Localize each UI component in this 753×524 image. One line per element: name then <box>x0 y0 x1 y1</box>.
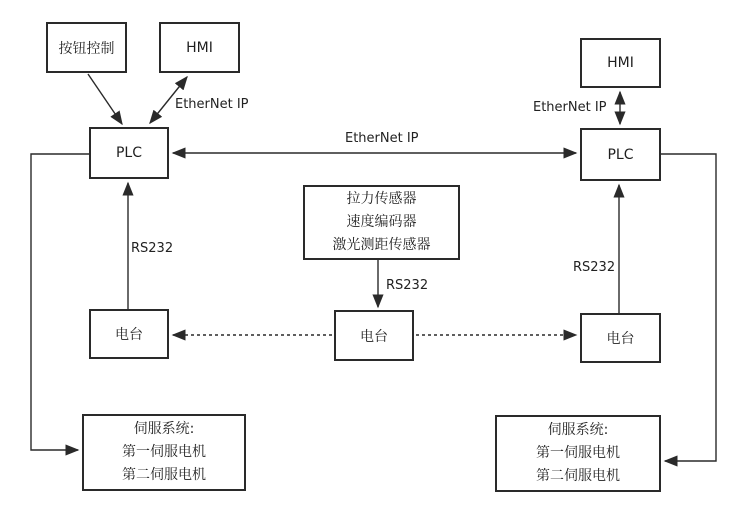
servo-right-line-1: 伺服系统: <box>547 422 609 438</box>
box-plc-left <box>89 127 169 179</box>
box-radio-left <box>89 309 169 359</box>
sensor-line-1: 拉力传感器 <box>346 191 417 207</box>
label-rs232-right: RS232 <box>573 260 616 275</box>
box-servo-left <box>82 414 246 491</box>
edge-plc-left-to-servo-left <box>31 154 89 450</box>
sensor-line-2: 速度编码器 <box>346 214 417 230</box>
box-plc-right-label: PLC <box>607 146 634 163</box>
box-hmi-left <box>159 22 240 73</box>
box-button-control-label: 按钮控制 <box>58 40 115 57</box>
box-plc-left-label: PLC <box>115 145 143 161</box>
label-ethernet-right: EtherNet IP <box>533 100 607 115</box>
label-ethernet-center: EtherNet IP <box>345 131 419 146</box>
box-hmi-right-label: HMI <box>607 55 634 71</box>
box-radio-right <box>580 313 661 363</box>
box-radio-mid-label: 电台 <box>360 328 388 345</box>
servo-left-line-3: 第二伺服电机 <box>122 467 206 483</box>
box-hmi-right <box>580 38 661 88</box>
box-hmi-left-label: HMI <box>186 39 213 56</box>
servo-right-line-2: 第一伺服电机 <box>536 445 620 461</box>
servo-right-line-3: 第二伺服电机 <box>536 468 620 484</box>
box-radio-left-label: 电台 <box>115 327 143 343</box>
box-radio-mid <box>334 310 414 361</box>
servo-left-line-2: 第一伺服电机 <box>122 444 206 460</box>
servo-left-line-1: 伺服系统: <box>133 421 195 437</box>
box-servo-right <box>495 415 661 492</box>
box-plc-right <box>580 128 661 181</box>
sensor-line-3: 激光测距传感器 <box>332 237 431 253</box>
label-rs232-center: RS232 <box>386 278 429 293</box>
edge-button-to-plc-left <box>88 74 122 124</box>
edge-plc-right-to-servo-right <box>661 154 716 461</box>
box-sensor-group <box>303 185 460 260</box>
box-button-control <box>46 22 127 73</box>
box-radio-right-label: 电台 <box>606 331 635 347</box>
label-ethernet-left: EtherNet IP <box>175 97 249 112</box>
label-rs232-left: RS232 <box>131 241 174 256</box>
